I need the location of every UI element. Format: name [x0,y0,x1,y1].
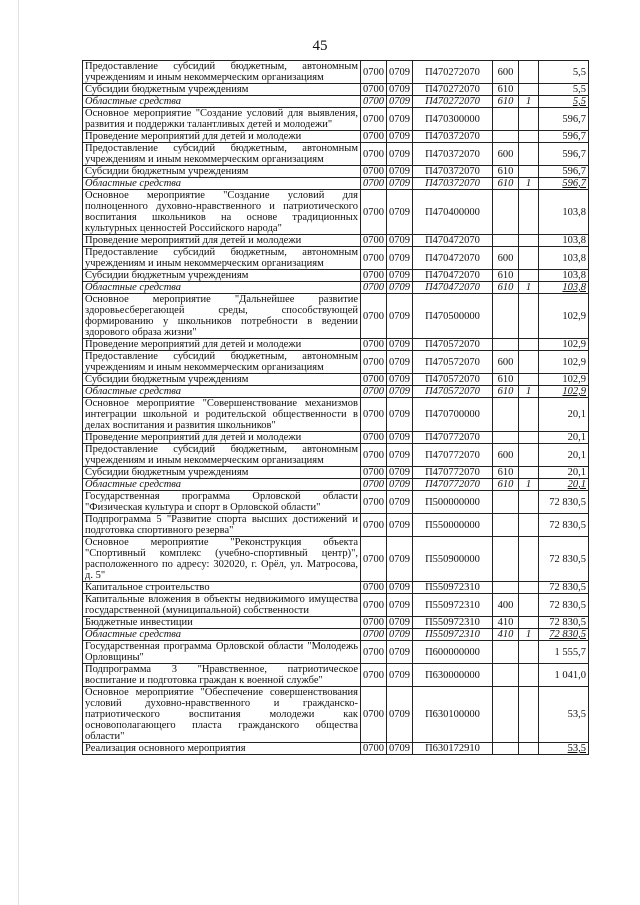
table-row [83,190,589,235]
amount: 103,8 [539,190,589,235]
expense-type-code [493,491,519,514]
funding-source-code [519,131,539,143]
table-row [83,629,589,641]
amount: 102,9 [539,374,589,386]
funding-source-code [519,61,539,84]
target-article-code: П470572070 [413,386,493,398]
subsection-code: 0709 [387,282,413,294]
row-name: Областные средства [83,96,361,108]
section-code: 0700 [361,432,387,444]
expense-type-code [493,537,519,582]
expense-type-code: 610 [493,479,519,491]
expense-type-code: 600 [493,61,519,84]
expense-type-code [493,743,519,755]
table-row [83,143,589,166]
expense-type-code [493,108,519,131]
row-name: Капитальные вложения в объекты недвижимого имущества государственной (муниципальной) собственности [83,594,361,617]
target-article-code: П470772070 [413,467,493,479]
funding-source-code [519,247,539,270]
row-name: Основное мероприятие "Создание условий для выявления, развития и поддержки талантливых детей и молодежи" [83,108,361,131]
table-row [83,270,589,282]
funding-source-code [519,444,539,467]
target-article-code: П470700000 [413,398,493,432]
subsection-code: 0709 [387,143,413,166]
target-article-code: П470472070 [413,270,493,282]
subsection-code: 0709 [387,374,413,386]
funding-source-code [519,190,539,235]
funding-source-code: 1 [519,178,539,190]
amount: 103,8 [539,247,589,270]
funding-source-code: 1 [519,479,539,491]
row-name: Подпрограмма 5 "Развитие спорта высших достижений и подготовка спортивного резерва" [83,514,361,537]
amount: 72 830,5 [539,491,589,514]
expense-type-code [493,235,519,247]
funding-source-code [519,582,539,594]
amount: 5,5 [539,84,589,96]
funding-source-code: 1 [519,386,539,398]
funding-source-code [519,270,539,282]
target-article-code: П550900000 [413,537,493,582]
subsection-code: 0709 [387,444,413,467]
funding-source-code [519,467,539,479]
table-row [83,664,589,687]
subsection-code: 0709 [387,96,413,108]
section-code: 0700 [361,582,387,594]
amount: 20,1 [539,398,589,432]
funding-source-code [519,743,539,755]
table-row [83,96,589,108]
row-name: Предоставление субсидий бюджетным, автономным учреждениям и иным некоммерческим организациям [83,247,361,270]
funding-source-code: 1 [519,282,539,294]
section-code: 0700 [361,537,387,582]
amount: 596,7 [539,166,589,178]
target-article-code: П470572070 [413,374,493,386]
expense-type-code: 600 [493,444,519,467]
table-row [83,743,589,755]
target-article-code: П630172910 [413,743,493,755]
target-article-code: П470572070 [413,339,493,351]
section-code: 0700 [361,641,387,664]
subsection-code: 0709 [387,235,413,247]
table-row [83,479,589,491]
subsection-code: 0709 [387,629,413,641]
expense-type-code [493,687,519,743]
expense-type-code: 410 [493,629,519,641]
funding-source-code [519,617,539,629]
subsection-code: 0709 [387,166,413,178]
section-code: 0700 [361,190,387,235]
target-article-code: П470772070 [413,479,493,491]
table-row [83,582,589,594]
subsection-code: 0709 [387,432,413,444]
subsection-code: 0709 [387,294,413,339]
expense-type-code: 610 [493,270,519,282]
target-article-code: П470772070 [413,432,493,444]
section-code: 0700 [361,166,387,178]
section-code: 0700 [361,131,387,143]
subsection-code: 0709 [387,190,413,235]
amount: 102,9 [539,351,589,374]
row-name: Подпрограмма 3 "Нравственное, патриотическое воспитание и подготовка граждан к военной службе" [83,664,361,687]
section-code: 0700 [361,629,387,641]
expense-type-code [493,398,519,432]
row-name: Предоставление субсидий бюджетным, автономным учреждениям и иным некоммерческим организациям [83,61,361,84]
subsection-code: 0709 [387,687,413,743]
target-article-code: П470572070 [413,351,493,374]
table-row [83,386,589,398]
row-name: Субсидии бюджетным учреждениям [83,467,361,479]
section-code: 0700 [361,444,387,467]
funding-source-code [519,143,539,166]
funding-source-code [519,514,539,537]
funding-source-code [519,294,539,339]
section-code: 0700 [361,374,387,386]
row-name: Государственная программа Орловской области "Молодежь Орловщины" [83,641,361,664]
target-article-code: П470272070 [413,61,493,84]
subsection-code: 0709 [387,270,413,282]
expense-type-code [493,432,519,444]
section-code: 0700 [361,282,387,294]
amount: 5,5 [539,96,589,108]
funding-source-code: 1 [519,629,539,641]
section-code: 0700 [361,351,387,374]
expense-type-code [493,582,519,594]
section-code: 0700 [361,96,387,108]
expense-type-code: 610 [493,282,519,294]
target-article-code: П500000000 [413,491,493,514]
target-article-code: П470472070 [413,247,493,270]
table-row [83,131,589,143]
table-row [83,339,589,351]
table-row [83,235,589,247]
funding-source-code [519,351,539,374]
table-row [83,351,589,374]
funding-source-code [519,374,539,386]
table-row [83,687,589,743]
amount: 20,1 [539,444,589,467]
funding-source-code [519,641,539,664]
section-code: 0700 [361,617,387,629]
subsection-code: 0709 [387,617,413,629]
subsection-code: 0709 [387,641,413,664]
expense-type-code: 400 [493,594,519,617]
target-article-code: П630100000 [413,687,493,743]
target-article-code: П470500000 [413,294,493,339]
funding-source-code [519,235,539,247]
table-row [83,108,589,131]
table-row [83,444,589,467]
funding-source-code [519,398,539,432]
subsection-code: 0709 [387,131,413,143]
row-name: Государственная программа Орловской области "Физическая культура и спорт в Орловской области" [83,491,361,514]
row-name: Субсидии бюджетным учреждениям [83,374,361,386]
target-article-code: П550000000 [413,514,493,537]
amount: 1 555,7 [539,641,589,664]
row-name: Основное мероприятие "Дальнейшее развитие здоровьесберегающей среды, способствующей формированию у школьников потребности в ведении здорового образа жизни" [83,294,361,339]
expense-type-code: 610 [493,84,519,96]
target-article-code: П470300000 [413,108,493,131]
amount: 102,9 [539,386,589,398]
row-name: Основное мероприятие "Обеспечение совершенствования условий духовно-нравственного и гражданско-патриотического воспитания молодежи как основополагающего пласта гражданского общества области" [83,687,361,743]
section-code: 0700 [361,514,387,537]
table-row [83,166,589,178]
section-code: 0700 [361,247,387,270]
expense-type-code: 610 [493,166,519,178]
section-code: 0700 [361,178,387,190]
expense-type-code: 600 [493,247,519,270]
section-code: 0700 [361,61,387,84]
row-name: Проведение мероприятий для детей и молодежи [83,235,361,247]
subsection-code: 0709 [387,61,413,84]
target-article-code: П470772070 [413,444,493,467]
expense-type-code: 610 [493,467,519,479]
scan-edge-shadow [18,0,19,905]
target-article-code: П550972310 [413,594,493,617]
amount: 20,1 [539,432,589,444]
section-code: 0700 [361,687,387,743]
expense-type-code: 610 [493,386,519,398]
section-code: 0700 [361,479,387,491]
funding-source-code: 1 [519,96,539,108]
target-article-code: П470272070 [413,96,493,108]
subsection-code: 0709 [387,386,413,398]
table-row [83,537,589,582]
table-row [83,594,589,617]
row-name: Областные средства [83,178,361,190]
amount: 596,7 [539,108,589,131]
row-name: Областные средства [83,629,361,641]
row-name: Проведение мероприятий для детей и молодежи [83,339,361,351]
amount: 596,7 [539,143,589,166]
subsection-code: 0709 [387,594,413,617]
amount: 103,8 [539,235,589,247]
row-name: Областные средства [83,282,361,294]
section-code: 0700 [361,491,387,514]
subsection-code: 0709 [387,84,413,96]
table-row [83,294,589,339]
section-code: 0700 [361,270,387,282]
row-name: Основное мероприятие "Создание условий для полноценного духовно-нравственного и патриотического воспитания школьников на основе традиционных культурных ценностей Российского народа" [83,190,361,235]
expense-type-code [493,294,519,339]
section-code: 0700 [361,235,387,247]
section-code: 0700 [361,467,387,479]
row-name: Бюджетные инвестиции [83,617,361,629]
row-name: Основное мероприятие "Реконструкция объекта "Спортивный комплекс (учебно-спортивный центр)", расположенного по адресу: 302020, г. Орёл, ул. Матросова, д. 5" [83,537,361,582]
budget-table [82,60,589,755]
section-code: 0700 [361,143,387,166]
section-code: 0700 [361,339,387,351]
row-name: Реализация основного мероприятия [83,743,361,755]
subsection-code: 0709 [387,108,413,131]
expense-type-code [493,339,519,351]
table-row [83,247,589,270]
amount: 596,7 [539,178,589,190]
amount: 5,5 [539,61,589,84]
expense-type-code [493,641,519,664]
target-article-code: П470472070 [413,235,493,247]
funding-source-code [519,166,539,178]
row-name: Предоставление субсидий бюджетным, автономным учреждениям и иным некоммерческим организациям [83,143,361,166]
subsection-code: 0709 [387,491,413,514]
row-name: Проведение мероприятий для детей и молодежи [83,131,361,143]
amount: 72 830,5 [539,582,589,594]
subsection-code: 0709 [387,537,413,582]
section-code: 0700 [361,386,387,398]
target-article-code: П630000000 [413,664,493,687]
row-name: Субсидии бюджетным учреждениям [83,166,361,178]
row-name: Областные средства [83,386,361,398]
target-article-code: П550972310 [413,582,493,594]
funding-source-code [519,108,539,131]
amount: 103,8 [539,270,589,282]
amount: 20,1 [539,467,589,479]
target-article-code: П470472070 [413,282,493,294]
funding-source-code [519,432,539,444]
expense-type-code: 610 [493,96,519,108]
funding-source-code [519,537,539,582]
subsection-code: 0709 [387,351,413,374]
expense-type-code: 610 [493,178,519,190]
subsection-code: 0709 [387,664,413,687]
expense-type-code [493,190,519,235]
target-article-code: П470372070 [413,178,493,190]
section-code: 0700 [361,84,387,96]
funding-source-code [519,339,539,351]
page-number: 45 [312,38,328,54]
funding-source-code [519,664,539,687]
section-code: 0700 [361,398,387,432]
amount: 53,5 [539,687,589,743]
subsection-code: 0709 [387,479,413,491]
subsection-code: 0709 [387,178,413,190]
expense-type-code: 600 [493,143,519,166]
row-name: Субсидии бюджетным учреждениям [83,270,361,282]
amount: 72 830,5 [539,537,589,582]
subsection-code: 0709 [387,247,413,270]
amount: 20,1 [539,479,589,491]
table-row [83,432,589,444]
section-code: 0700 [361,594,387,617]
expense-type-code: 610 [493,374,519,386]
funding-source-code [519,84,539,96]
expense-type-code: 600 [493,351,519,374]
expense-type-code [493,514,519,537]
subsection-code: 0709 [387,743,413,755]
row-name: Субсидии бюджетным учреждениям [83,84,361,96]
target-article-code: П550972310 [413,617,493,629]
target-article-code: П470372070 [413,143,493,166]
amount: 103,8 [539,282,589,294]
row-name: Капитальное строительство [83,582,361,594]
table-row [83,282,589,294]
target-article-code: П470372070 [413,166,493,178]
expense-type-code: 410 [493,617,519,629]
table-row [83,178,589,190]
section-code: 0700 [361,108,387,131]
table-row [83,61,589,84]
table-row [83,491,589,514]
row-name: Проведение мероприятий для детей и молодежи [83,432,361,444]
expense-type-code [493,664,519,687]
target-article-code: П470372070 [413,131,493,143]
row-name: Основное мероприятие "Совершенствование механизмов интеграции школьной и родительской общественности в делах воспитания и развития школьников" [83,398,361,432]
table-row [83,467,589,479]
section-code: 0700 [361,664,387,687]
target-article-code: П470272070 [413,84,493,96]
subsection-code: 0709 [387,467,413,479]
table-row [83,374,589,386]
target-article-code: П470400000 [413,190,493,235]
amount: 72 830,5 [539,514,589,537]
expense-type-code [493,131,519,143]
section-code: 0700 [361,294,387,339]
table-row [83,514,589,537]
table-row [83,398,589,432]
funding-source-code [519,491,539,514]
row-name: Предоставление субсидий бюджетным, автономным учреждениям и иным некоммерческим организациям [83,351,361,374]
amount: 53,5 [539,743,589,755]
subsection-code: 0709 [387,339,413,351]
target-article-code: П600000000 [413,641,493,664]
amount: 1 041,0 [539,664,589,687]
target-article-code: П550972310 [413,629,493,641]
subsection-code: 0709 [387,582,413,594]
amount: 72 830,5 [539,594,589,617]
subsection-code: 0709 [387,398,413,432]
amount: 72 830,5 [539,617,589,629]
row-name: Областные средства [83,479,361,491]
funding-source-code [519,687,539,743]
table-row [83,641,589,664]
table-row [83,84,589,96]
section-code: 0700 [361,743,387,755]
funding-source-code [519,594,539,617]
row-name: Предоставление субсидий бюджетным, автономным учреждениям и иным некоммерческим организациям [83,444,361,467]
amount: 102,9 [539,339,589,351]
amount: 72 830,5 [539,629,589,641]
amount: 596,7 [539,131,589,143]
table-row [83,617,589,629]
subsection-code: 0709 [387,514,413,537]
amount: 102,9 [539,294,589,339]
